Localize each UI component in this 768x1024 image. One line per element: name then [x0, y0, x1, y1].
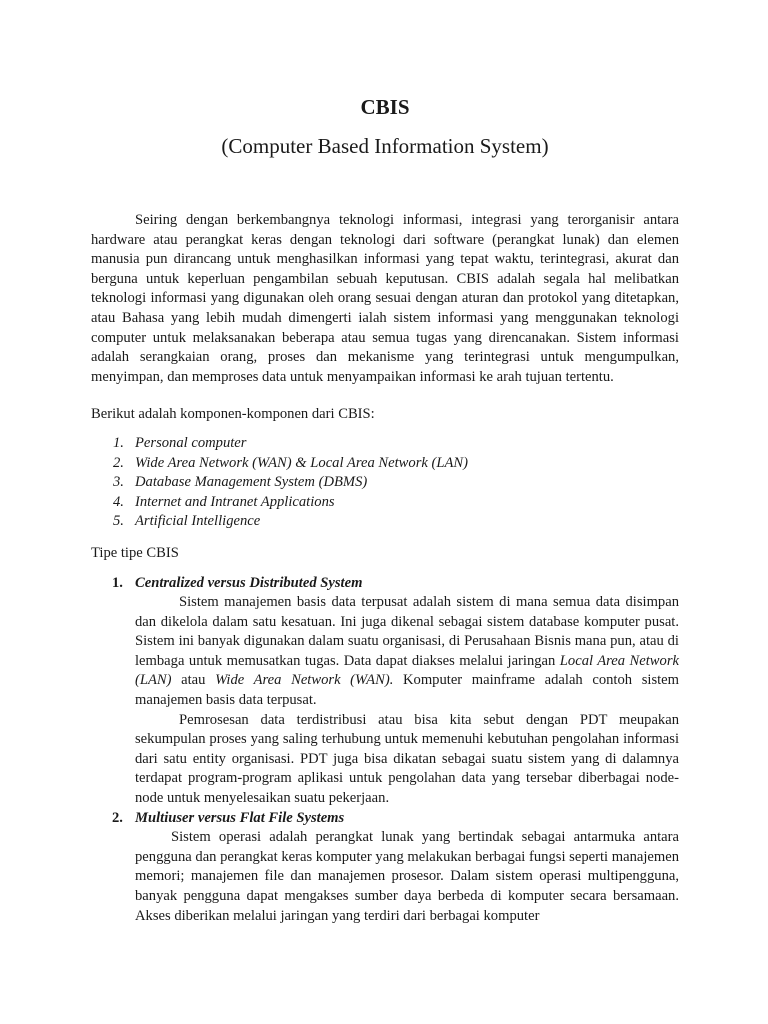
type-paragraph	[135, 593, 679, 711]
list-item-number: 5.	[113, 513, 124, 530]
list-item	[91, 473, 679, 493]
list-item-number: 4.	[113, 493, 124, 510]
intro-paragraph: Seiring dengan berkembangnya teknologi informasi, integrasi yang terorganisir antara hardware atau perangkat keras dengan teknologi dari software (perangkat lunak) dan elemen manusia pun dirancang untuk menghasilkan informasi yang tepat waktu, terintegrasi, akurat dan berguna untuk keperluan pengambilan sebuah keputusan. CBIS adalah segala hal melibatkan teknologi informasi yang digunakan oleh orang sesuai dengan aturan dan protokol yang ditetapkan, atau Bahasa yang lebih mudah dimengerti ialah sistem informasi yang menggunakan teknologi computer untuk melaksanakan beberapa atau semua tugas yang direncanakan. Sistem informasi adalah serangkaian orang, proses dan mekanisme yang terintegrasi untuk mengumpulkan, menyimpan, dan memproses data untuk menyampaikan informasi ke arah tujuan tertentu.	[91, 212, 679, 385]
types-label: Tipe tipe CBIS	[91, 544, 179, 561]
list-item	[91, 493, 679, 513]
type-paragraph-text: Komputer mainframe adalah contoh sistem manajemen basis data terpusat.	[135, 672, 680, 709]
list-item-label: Personal computer	[135, 434, 247, 451]
type-paragraph-text: atau	[171, 672, 216, 689]
list-item-label: Database Management System (DBMS)	[135, 474, 368, 491]
type-paragraph: Pemrosesan data terdistribusi atau bisa kita sebut dengan PDT meupakan sekumpulan proses yang saling terhubung untuk memenuhi kebutuhan pengolahan informasi dari satu entity organisasi. PDT juga bisa dikatan sebagai suatu sistem yang di dalamnya terdapat program-program aplikasi untuk pengolahan data yang tersebar diberbagai node-node untuk menyelesaikan suatu pekerjaan.	[135, 711, 679, 807]
type-paragraph-emphasis: Wide Area Network (WAN).	[215, 672, 394, 689]
type-item-number: 1.	[112, 574, 123, 591]
type-paragraph: Sistem operasi adalah perangkat lunak yang bertindak sebagai antarmuka antara pengguna dan perangkat keras komputer yang melakukan berbagai fungsi seperti manajemen memori; manajemen file dan manajemen prosesor. Dalam sistem operasi multipengguna, banyak pengguna dapat mengakses sumber daya berbeda di komputer secara bersamaan. Akses diberikan melalui jaringan yang terdiri dari berbagai komputer	[135, 829, 679, 924]
type-item	[91, 809, 679, 927]
list-item-label: Internet and Intranet Applications	[135, 493, 335, 510]
document-subtitle: (Computer Based Information System)	[221, 134, 549, 158]
types-list	[91, 574, 679, 927]
type-paragraph-text: Sistem manajemen basis data terpusat adalah sistem di mana semua data disimpan dan dikelola dalam satu kesatuan. Ini juga dikenal sebagai sistem database komputer pusat. Sistem ini banyak digunakan dalam suatu organisasi, di Perusahaan Bisnis mana pun, atau di lembaga untuk memusatkan tugas. Data dapat diakses melalui jaringan	[135, 594, 679, 669]
type-heading: Multiuser versus Flat File Systems	[135, 809, 345, 826]
list-item-label: Wide Area Network (WAN) & Local Area Network (LAN)	[135, 454, 468, 471]
list-item-number: 2.	[113, 454, 124, 471]
list-item	[91, 434, 679, 454]
type-paragraph-emphasis: Local Area Network (LAN)	[135, 652, 679, 689]
list-item-number: 3.	[113, 474, 124, 491]
components-intro: Berikut adalah komponen-komponen dari CBIS:	[91, 406, 375, 423]
type-item	[91, 574, 679, 809]
type-heading: Centralized versus Distributed System	[135, 574, 363, 591]
components-list	[91, 434, 679, 532]
list-item-label: Artificial Intelligence	[135, 513, 261, 530]
list-item-number: 1.	[113, 434, 124, 451]
type-item-number: 2.	[112, 809, 123, 826]
list-item	[91, 512, 679, 532]
document-title: CBIS	[360, 95, 410, 119]
list-item	[91, 454, 679, 474]
